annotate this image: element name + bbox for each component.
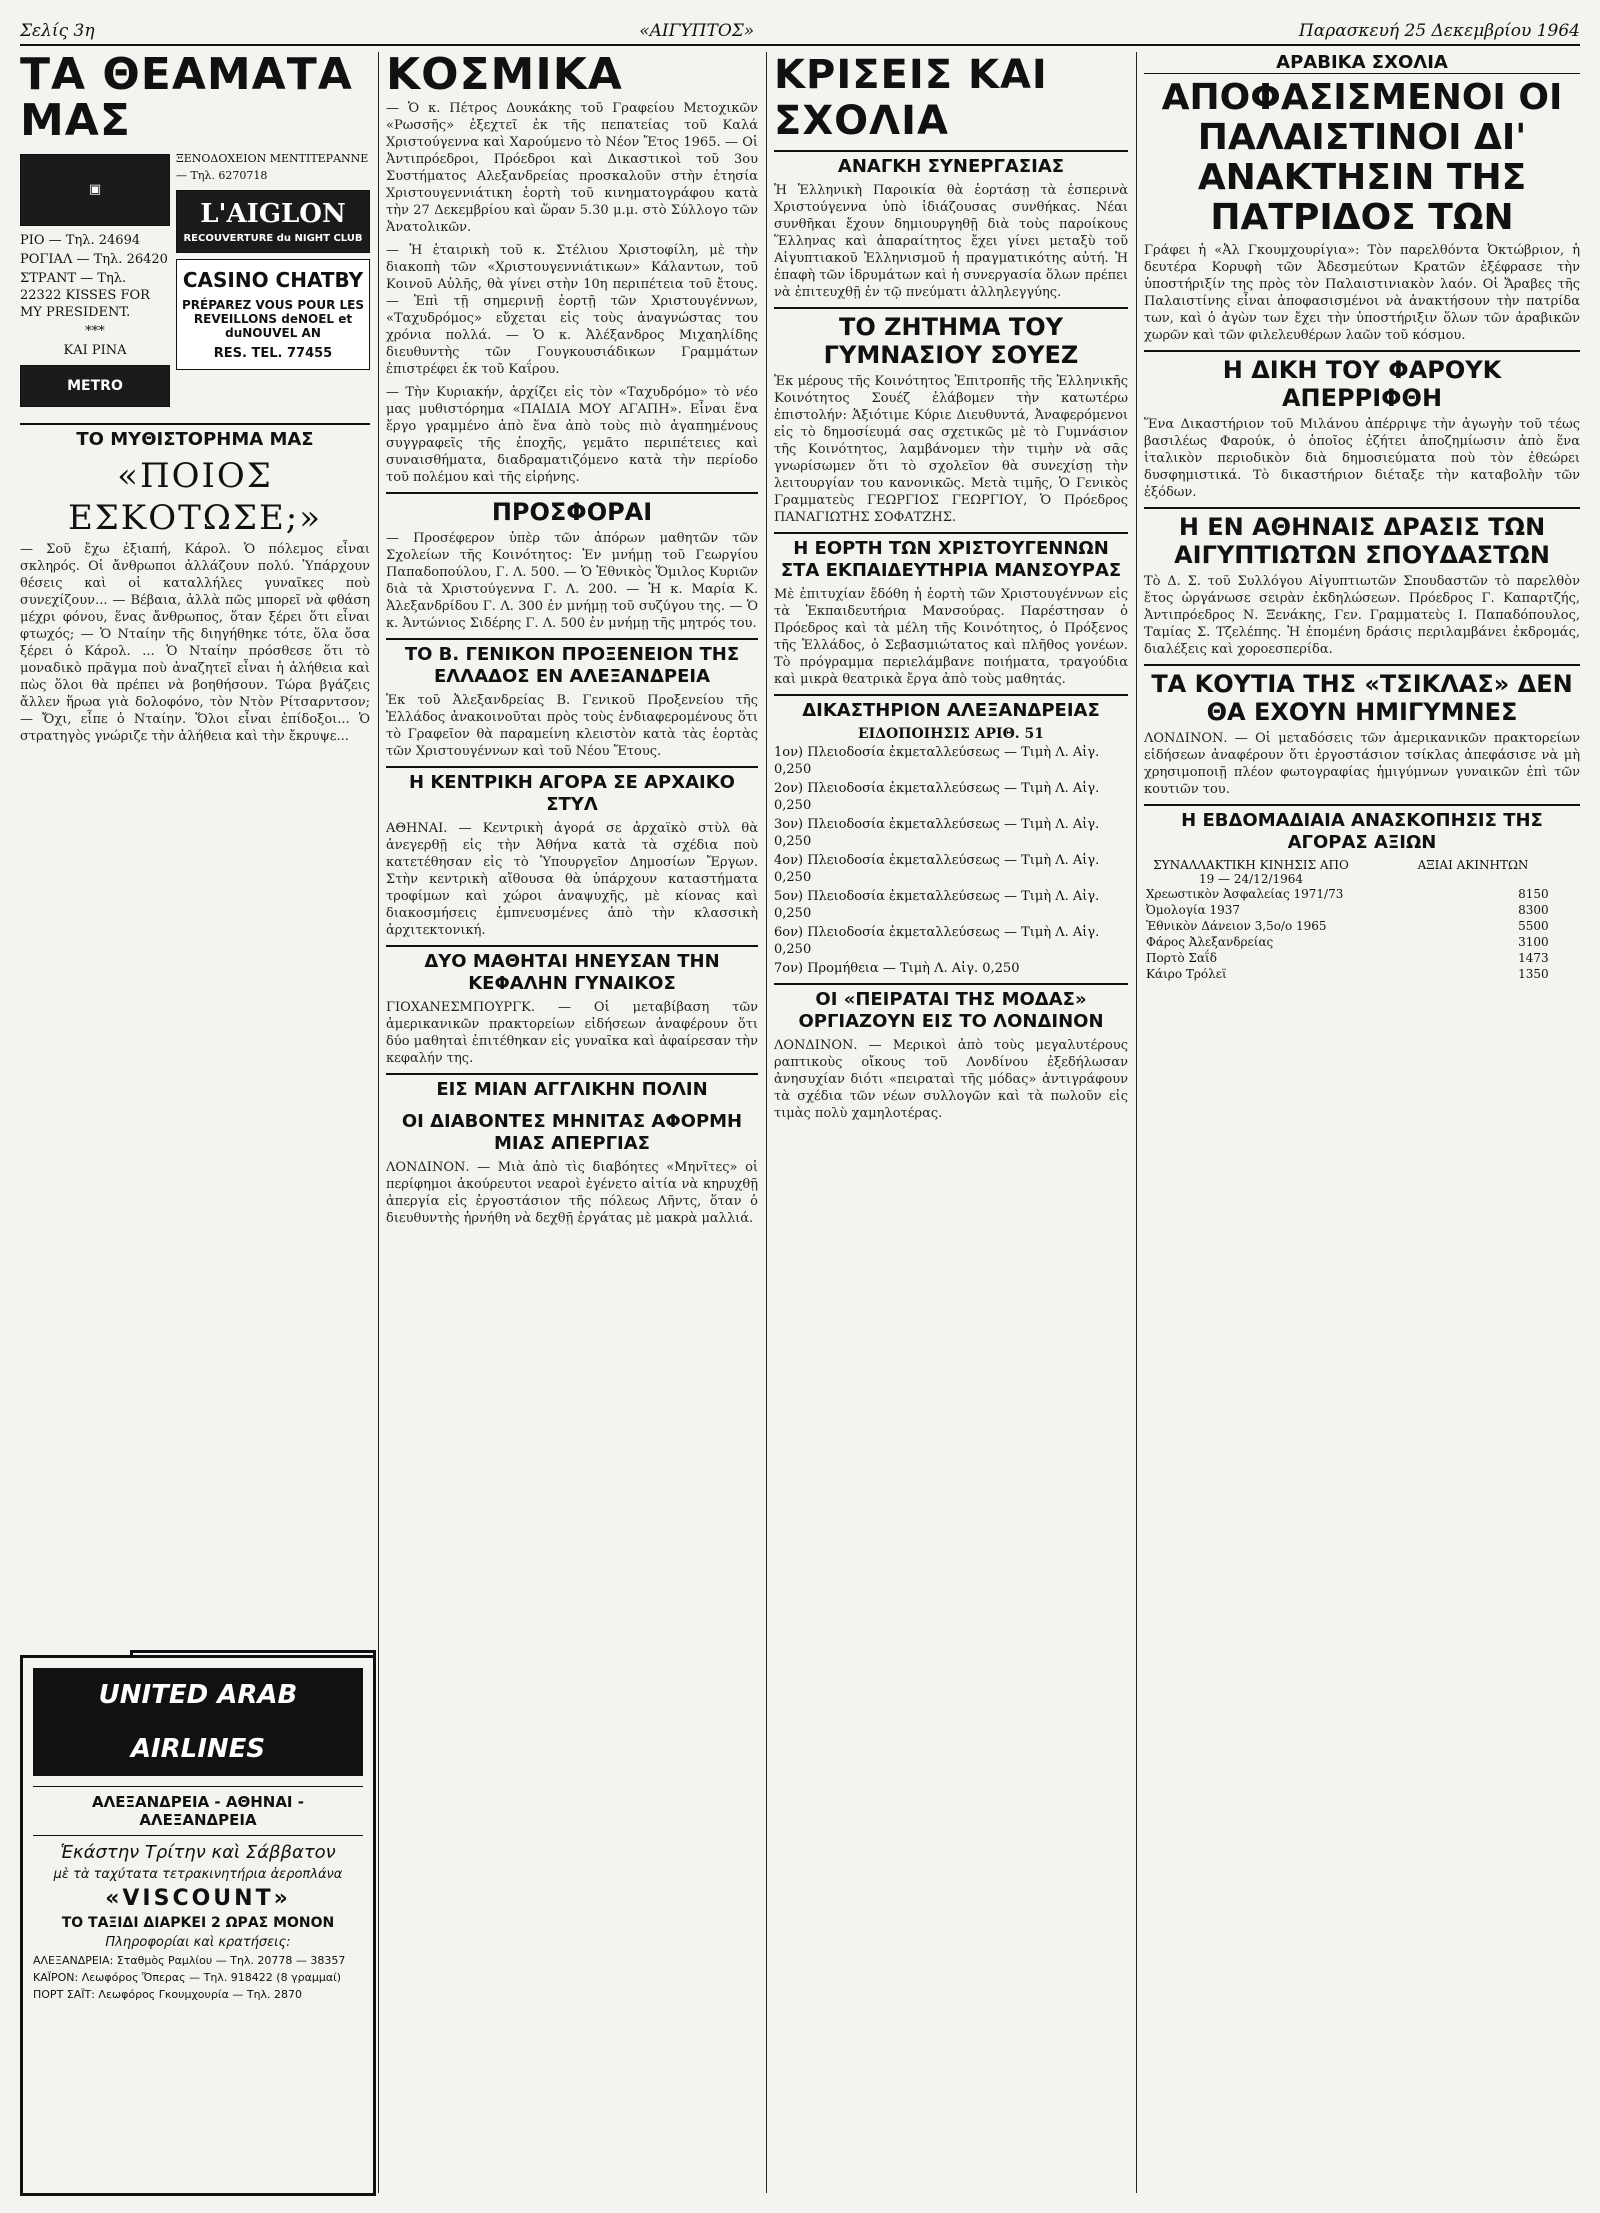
- students-attack-heading: ΔΥΟ ΜΑΘΗΤΑΙ ΗΝΕΥΣΑΝ ΤΗΝ ΚΕΦΑΛΗΝ ΓΥΝΑΙΚΟΣ: [386, 945, 758, 995]
- casino-text: PRÉPAREZ VOUS POUR LES REVEILLONS deNOEL et duNOUVEL AN: [181, 298, 364, 340]
- arab-comments-kicker: ΑΡΑΒΙΚΑ ΣΧΟΛΙΑ: [1144, 52, 1580, 74]
- tsikla-heading: ΤΑ ΚΟΥΤΙΑ ΤΗΣ «ΤΣΙΚΛΑΣ» ΔΕΝ ΘΑ ΕΧΟΥΝ ΗΜΙΓΥΜΝΕΣ: [1144, 664, 1580, 726]
- stock-price: 1350: [1518, 967, 1549, 981]
- table-row: [1144, 950, 1580, 966]
- stock-price: 1473: [1518, 951, 1549, 965]
- column-social: [386, 52, 758, 2193]
- christmas-mansoura-text: Μὲ ἐπιτυχίαν ἔδόθη ἡ ἑορτὴ τῶν Χριστουγέννων εἰς τὰ Ἐκπαιδευτήρια Μανσούρας. Παρέστησαν ὁ Πρόεδρος καὶ τὰ μέλη τῆς Κοινότητος, ὁ Πρόξενος τῆς Ἑλλάδος, ὁ Σεβασμιώτατος καὶ πλῆθος γονέων. Τὸ πρόγραμμα περιελάμβανε ποιήματα, τραγούδια καὶ μικρὰ θεατρικὰ ἔργα ἀπὸ τοὺς μαθητάς.: [774, 587, 1128, 687]
- donations-heading: ΠΡΟΣΦΟΡΑΙ: [386, 492, 758, 526]
- suez-school-heading: ΤΟ ΖΗΤΗΜΑ ΤΟΥ ΓΥΜΝΑΣΙΟΥ ΣΟΥΕΖ: [774, 307, 1128, 369]
- egyptiot-students-text: Τὸ Δ. Σ. τοῦ Συλλόγου Αἰγυπτιωτῶν Σπουδαστῶν τὸ παρελθὸν ἔτος ὠργάνωσε σειρὰν ἐκδηλώσεων. Πρόεδρος Γ. Καπαρτζής, Ἀντιπρόεδρος Ν. Ξενάκης, Γεν. Γραμματεὺς Ι. Παπαδόπουλος, Ταμίας Σ. Τζελέπης. Ἡ ἐπομένη δράσις περιλαμβάνει ἐκδρομάς, διαλέξεις καὶ χοροεσπερίδα.: [1144, 574, 1580, 657]
- united-arab-airlines-ad: [20, 1655, 376, 2196]
- court-item: 3ον) Πλειοδοσία ἐκμεταλλεύσεως — Τιμὴ Λ. Αἰγ. 0,250: [774, 817, 1100, 849]
- donations-text: — Προσέφερον ὑπὲρ τῶν ἀπόρων μαθητῶν τῶν Σχολείων τῆς Κοινότητος: Ἐν μνήμῃ τοῦ Γεωργίου Παπαδοπούλου, Γ. Λ. 500. — Ὁ Ἐθνικὸς Ὅμιλος Κυριῶν διὰ τὰ Χριστούγεννα Γ. Λ. 200. — Ἡ κ. Μαρία Κ. Ἀλεξανδρίδου Γ. Λ. 300 ἐν μνήμῃ τοῦ συζύγου της. — Ὁ κ. Ἀντώνιος Σιδέρης Γ. Λ. 500 ἐν μνήμῃ τῆς μητρός του.: [386, 531, 758, 631]
- court-item: 5ον) Πλειοδοσία ἐκμεταλλεύσεως — Τιμὴ Λ. Αἰγ. 0,250: [774, 889, 1100, 921]
- column-commentary: [774, 52, 1128, 2193]
- table-row: [1144, 902, 1580, 918]
- stock-name: Κάιρο Τρόλεϊ: [1146, 967, 1227, 981]
- court-item: 6ον) Πλειοδοσία ἐκμεταλλεύσεως — Τιμὴ Λ. Αἰγ. 0,250: [774, 925, 1100, 957]
- cinema-listing: ΡΟΓΙΑΛ — Τηλ. 26420: [20, 252, 168, 267]
- stock-name: Ὀμολογία 1937: [1146, 903, 1241, 917]
- consulate-text: Ἐκ τοῦ Ἀλεξανδρείας Β. Γενικοῦ Προξενείου τῆς Ἑλλάδος ἀνακοινοῦται πρὸς τοὺς ἐνδιαφερομένους ὅτι τὸ Γραφεῖον θὰ παραμείνη κλειστὸν κατὰ τὰς ἑορτὰς τῶν Χριστουγέννων καὶ τοῦ Νέου Ἔτους.: [386, 693, 758, 759]
- airline-info-label: Πληροφορίαι καὶ κρατήσεις:: [105, 1935, 291, 1950]
- aiglon-ad: [176, 190, 370, 253]
- palestinians-text: Γράφει ἡ «Ἀλ Γκουμχουρίγια»: Τὸν παρελθόντα Ὀκτώβριον, ἡ δευτέρα Κορυφὴ τῶν Ἀδεσμεύτων Κρατῶν ἐξέφρασε τὴν ὑποστήριξίν της πρὸς τὸν Παλαιστινιακὸν λαόν. Οἱ Ἄραβες τῆς Παλαιστίνης εἶναι ἀποφασισμένοι νὰ ἀνακτήσουν τὴν πατρίδα των, καὶ ὁ ἀγὼν των ἔχει τὴν ὑποστήριξιν ὅλων τῶν ἀραβικῶν χωρῶν καὶ τῶν φιλελευθέρων λαῶν τοῦ κόσμου.: [1144, 243, 1580, 343]
- strike-kicker: ΕΙΣ ΜΙΑΝ ΑΓΓΛΙΚΗΝ ΠΟΛΙΝ: [386, 1073, 758, 1101]
- palestinians-heading: ΑΠΟΦΑΣΙΣΜΕΝΟΙ ΟΙ ΠΑΛΑΙΣΤΙΝΟΙ ΔΙ' ΑΝΑΚΤΗΣΙΝ ΤΗΣ ΠΑΤΡΙΔΟΣ ΤΩΝ: [1161, 77, 1563, 238]
- table-row: [1144, 934, 1580, 950]
- cinema-listing: ΡΙΟ — Τηλ. 24694: [20, 233, 141, 248]
- court-item: 7ον) Προμήθεια — Τιμὴ Λ. Αἰγ. 0,250: [774, 961, 1020, 976]
- market-text: ΑΘΗΝΑΙ. — Κεντρικὴ ἀγορά σε ἀρχαϊκὸ στὺλ θὰ ἀνεγερθῇ εἰς τὴν Ἀθήνα κατὰ τὰ σχέδια ποὺ κατετέθησαν εἰς τὸ Ὑπουργεῖον Δημοσίων Ἔργων. Στὴν κεντρικὴ αἴθουσα θὰ ὑπάρχουν καταστήματα τροφίμων καὶ χώροι ἀναψυχῆς, μὲ κίονας καὶ διακοσμήσεις ἐμπνευσμένες ἀπὸ τὴν κλασσικὴ ἀρχιτεκτονική.: [386, 821, 758, 938]
- section-heading-kosmika: ΚΟΣΜΙΚΑ: [386, 52, 623, 100]
- farouk-heading: Η ΔΙΚΗ ΤΟΥ ΦΑΡΟΥΚ ΑΠΕΡΡΙΦΘΗ: [1144, 350, 1580, 412]
- paper-name: «ΑΙΓΥΠΤΟΣ»: [639, 21, 755, 41]
- stock-name: Χρεωστικὸν Ἀσφαλείας 1971/73: [1146, 887, 1344, 901]
- stock-table: [1144, 886, 1580, 982]
- tsikla-text: ΛΟΝΔΙΝΟΝ. — Οἱ μεταδόσεις τῶν ἀμερικανικῶν πρακτορείων εἰδήσεων ἀναφέρουν ὅτι ἐργοστάσιον τσίκλας ἀπεφάσισε νὰ μὴ χρησιμοποιῇ πλέον φωτογραφίας ἡμιγύμνων γυναικῶν ἐπὶ τῶν κουτιῶν του.: [1144, 731, 1580, 797]
- farouk-text: Ἕνα Δικαστήριον τοῦ Μιλάνου ἀπέρριψε τὴν ἀγωγὴν τοῦ τέως βασιλέως Φαρούκ, ὁ ὁποῖος ἐζήτει ἀποζημίωσιν ἀπὸ ἕνα ἰταλικὸν περιοδικὸν διὰ δημοσιεύματα ποὺ τὸν ἐθεώρει δυσφημιστικά. Τὸ δικαστήριον διέταξε τὴν καταβολὴν τῶν ἐξόδων.: [1144, 417, 1580, 500]
- novel-title: «ΠΟΙΟΣ ΕΣΚΟΤΩΣΕ;»: [67, 456, 323, 538]
- separator-stars: ***: [85, 324, 105, 339]
- column-rule: [766, 52, 767, 2193]
- airline-office: ΠΟΡΤ ΣΑΪΤ: Λεωφόρος Γκουμχουρία — Τηλ. 2870: [33, 1988, 303, 2001]
- stock-right-title: ΑΞΙΑΙ ΑΚΙΝΗΤΩΝ: [1417, 858, 1529, 872]
- market-heading: Η ΚΕΝΤΡΙΚΗ ΑΓΟΡΑ ΣΕ ΑΡΧΑΙΚΟ ΣΤΥΛ: [386, 766, 758, 816]
- aiglon-subtitle: RECOUVERTURE du NIGHT CLUB: [183, 233, 363, 244]
- stock-price: 8150: [1518, 887, 1549, 901]
- column-rule: [378, 52, 379, 2193]
- cooperation-text: Ἡ Ἑλληνικὴ Παροικία θὰ ἑορτάσῃ τὰ ἑσπερινὰ Χριστούγεννα ὑπὸ ἰδιάζουσας συνθήκας. Νέαι συνθῆκαι ἔχουν δημιουργηθῇ διὰ τοὺς παροίκους Ἕλληνας καὶ ἀπαραίτητος ἔχει γίνει μεταξὺ τοῦ Αἰγυπτιακοῦ Ἑλληνισμοῦ ἡ πραγματικότης αὐτή. Ἡ ἐπαφὴ τῶν ἱδρυμάτων καὶ ἡ συνεργασία ὅλων πρέπει νὰ ἐπιτευχθῇ ἐν τῷ πνεύματι ἀλληλεγγύης.: [774, 183, 1128, 300]
- court-item: 2ον) Πλειοδοσία ἐκμεταλλεύσεως — Τιμὴ Λ. Αἰγ. 0,250: [774, 781, 1100, 813]
- table-row: [1144, 886, 1580, 902]
- stock-price: 5500: [1518, 919, 1549, 933]
- social-text: — Ὁ κ. Πέτρος Δουκάκης τοῦ Γραφείου Μετοχικῶν «Ρωσσῆς» ἐξεχτεῖ ἐκ τῆς πεπατείας τοῦ Καλά Χριστούγεννα καὶ Χαρούμενο τὸ Νέον Ἔτος 1965. — Οἱ Ἀντιπρόεδροι, Πρόεδροι καὶ Δικαστικοὶ τοῦ 3ου Συστήματος Αλεξανδρείας προσκαλοῦν στὴν ἐτησία Χριστουγεννιάτικη ἑορτὴ τοῦ κινηματογράφου κατὰ τὴν 27 Δεκεμβρίου καὶ ὥραν 5.30 μ.μ. στὸ Σύλλογο τῶν Ἀνατολικῶν.: [386, 101, 758, 235]
- social-text: — Ἡ ἑταιρικὴ τοῦ κ. Στέλιου Χριστοφίλη, μὲ τὴν διακοπὴ τῶν «Χριστουγεννιάτικων» Κάλαντων, τοῦ Κοινοῦ Αὐλῆς, θὰ γίνει στὴν 10η περιπέτεια τοῦ ἔτους. — Ἐπὶ τῇ σημερινῇ ἑορτῇ τῶν Χριστουγέννων, «Ταχυδρόμος» εὔχεται εἰς τοὺς ἀναγνώστας του χρόνια πολλά. — Ὁ κ. Ἀλέξανδρος Μιχαηλίδης διευθυντὴς τῶν Γουγκουσιάδικων Γραμμάτων ἐπιστρέφει ἐκ τοῦ Καΐρου.: [386, 243, 758, 377]
- airline-office: ΑΛΕΞΑΝΔΡΕΙΑ: Σταθμὸς Ραμλίου — Τηλ. 20778 — 38357: [33, 1954, 346, 1967]
- novel-text: — Σοῦ ἔχω ἐξιαπή, Κάρολ. Ὁ πόλεμος εἶναι σκληρός. Οἱ ἄνθρωποι ἀλλάζουν πολύ. Ὑπάρχουν θέσεις καὶ οἱ καταλλήλες γυναῖκες ποὺ συνεχίζουν... — Βέβαια, ἀλλὰ πῶς μπορεῖ νὰ φθάση μέχρι φόνου, ἕνας ἄνθρωπος, ὅταν ξέρει ὅτι εἶναι φτωχός; — Ὁ Νταίην τῆς διηγήθηκε τότε, ὅλα ὅσα ξέρει ὁ Κάρολ. ... Ὁ Νταίην πρόσθεσε ὅτι τὸ μοναδικὸ πρᾶγμα ποὺ ἀναζητεῖ εἶναι ἡ ἀλήθεια καὶ πὼς ὅλοι θὰ πρέπει νὰ βοηθήσουν. Τώρα βγάζεις ἄλλεν ἥρωα γιὰ δολοφόνο, τὸν Ντὸν Ρίτσαρντσον; — Ὄχι, εἶπε ὁ Νταίην. Ὅλοι εἶναι ἐπίδοξοι... Ὁ στρατηγὸς γνώριζε τὴν ἀλήθεια καὶ τὴν ἔκρυψε...: [20, 542, 370, 744]
- court-subheading: ΕΙΔΟΠΟΙΗΣΙΣ ΑΡΙΘ. 51: [857, 726, 1045, 742]
- casino-ad: [176, 259, 370, 370]
- social-text: — Τὴν Κυριακήν, ἀρχίζει εἰς τὸν «Ταχυδρόμο» τὸ νέο μας μυθιστόρημα «ΠΑΙΔΙΑ ΜΟΥ ΑΓΑΠΗ». Εἶναι ἕνα ἔργο γραμμένο ἀπὸ ἕνα ἀπὸ τοὺς πιὸ ἀγαπημένους συγγραφεῖς τῆς ἐποχῆς, γεμᾶτο περιπέτειες καὶ συναισθήματα, διαδραματιζόμενο κατὰ τὴν περίοδο τοῦ πολέμου καὶ τῆς εἰρήνης.: [386, 385, 758, 485]
- casino-tel: RES. TEL. 77455: [213, 346, 333, 361]
- fashion-heading: ΟΙ «ΠΕΙΡΑΤΑΙ ΤΗΣ ΜΟΔΑΣ» ΟΡΓΙΑΖΟΥΝ ΕΙΣ ΤΟ ΛΟΝΔΙΝΟΝ: [774, 983, 1128, 1033]
- stock-name: Φάρος Ἀλεξανδρείας: [1146, 935, 1274, 949]
- airline-aircraft: «VISCOUNT»: [105, 1886, 291, 1911]
- egyptiot-students-heading: Η ΕΝ ΑΘΗΝΑΙΣ ΔΡΑΣΙΣ ΤΩΝ ΑΙΓΥΠΤΙΩΤΩΝ ΣΠΟΥΔΑΣΤΩΝ: [1144, 507, 1580, 569]
- stock-price: 3100: [1518, 935, 1549, 949]
- casino-title: CASINO CHATBY: [182, 268, 364, 292]
- stock-review-heading: Η ΕΒΔΟΜΑΔΙΑΙΑ ΑΝΑΣΚΟΠΗΣΙΣ ΤΗΣ ΑΓΟΡΑΣ ΑΞΙΩΝ: [1144, 804, 1580, 854]
- airline-route: ΑΛΕΞΑΝΔΡΕΙΑ - ΑΘΗΝΑΙ - ΑΛΕΞΑΝΔΡΕΙΑ: [33, 1786, 363, 1836]
- stock-name: Πορτὸ Σαΐδ: [1146, 951, 1217, 965]
- students-attack-text: ΓΙΟΧΑΝΕΣΜΠΟΥΡΓΚ. — Οἱ μεταβίβαση τῶν ἀμερικανικῶν πρακτορείων εἰδήσεων ἀναφέρουν ὅτι δύο μαθηταὶ ἐπιτέθηκαν εἰς γυναῖκα καὶ ἀφαίρεσαν τὴν κεφαλήν της.: [386, 1000, 758, 1066]
- airline-banner: UNITED ARAB AIRLINES: [33, 1668, 363, 1776]
- christmas-mansoura-heading: Η ΕΟΡΤΗ ΤΩΝ ΧΡΙΣΤΟΥΓΕΝΝΩΝ ΣΤΑ ΕΚΠΑΙΔΕΥΤΗΡΙΑ ΜΑΝΣΟΥΡΑΣ: [774, 532, 1128, 582]
- aiglon-title: L'AIGLON: [200, 199, 346, 229]
- airline-office: ΚΑΪΡΟΝ: Λεωφόρος Ὄπερας — Τηλ. 918422 (8 γραμμαί): [33, 1971, 342, 1984]
- table-row: [1144, 918, 1580, 934]
- court-heading: ΔΙΚΑΣΤΗΡΙΟΝ ΑΛΕΞΑΝΔΡΕΙΑΣ: [774, 694, 1128, 722]
- column-arab-commentary: [1144, 52, 1580, 2193]
- stock-price: 8300: [1518, 903, 1549, 917]
- stock-name: Ἐθνικὸν Δάνειον 3,5ο/ο 1965: [1146, 919, 1327, 933]
- airline-aircraft-intro: μὲ τὰ ταχύτατα τετρακινητήρια ἀεροπλάνα: [53, 1867, 343, 1882]
- fashion-text: ΛΟΝΔΙΝΟΝ. — Μερικοὶ ἀπὸ τοὺς μεγαλυτέρους ραπτικοὺς οἴκους τοῦ Λονδίνου ἐξεδήλωσαν ἀνησυχίαν διότι «πειραταὶ τῆς μόδας» ἀντιγράφουν τὰ σχέδια τῶν νέων συλλογῶν καὶ τὰ πωλοῦν εἰς τιμὰς πολὺ χαμηλοτέρας.: [774, 1038, 1128, 1121]
- cooperation-heading: ΑΝΑΓΚΗ ΣΥΝΕΡΓΑΣΙΑΣ: [774, 150, 1128, 178]
- section-heading-theamata: ΤΑ ΘΕΑΜΑΤΑ ΜΑΣ: [20, 52, 353, 146]
- novel-label: ΤΟ ΜΥΘΙΣΤΟΡΗΜΑ ΜΑΣ: [20, 423, 370, 451]
- cinema-ad-poster: ▣: [20, 154, 170, 226]
- suez-school-text: Ἐκ μέρους τῆς Κοινότητος Ἐπιτροπῆς τῆς Ἑλληνικῆς Κοινότητος Σουέζ ἐλάβομεν τὴν κατωτέρω ἐπιστολήν: Ἀξιότιμε Κύριε Διευθυντά, Ἀναφερόμενοι εἰς τὸ δημοσίευμά σας σχετικῶς μὲ τὸ Γυμνάσιον τῆς Κοινότητος, λαμβάνομεν τὴν τιμὴν νὰ σᾶς γνωρίσωμεν ὅτι τὸ σχολεῖον θὰ συνεχίσῃ τὴν λειτουργίαν του κανονικῶς. Μετὰ τιμῆς, Ὁ Γενικὸς Γραμματεὺς ΓΕΩΡΓΙΟΣ ΓΕΩΡΓΙΟΥ, Ὁ Πρόεδρος ΠΑΝΑΓΙΩΤΗΣ ΣΟΦΑΤΖΗΣ.: [774, 374, 1128, 525]
- cinema-listing: ΚΑΙ ΡΙΝΑ: [63, 343, 127, 358]
- court-item: 1ον) Πλειοδοσία ἐκμεταλλεύσεως — Τιμὴ Λ. Αἰγ. 0,250: [774, 745, 1100, 777]
- masthead: [20, 18, 1580, 46]
- strike-text: ΛΟΝΔΙΝΟΝ. — Μιὰ ἀπὸ τὶς διαβόητες «Μηνῖτες» οἱ περίφημοι ἀκούρευτοι νεαροὶ ἐγένετο αἰτία νὰ κηρυχθῇ ἀπεργία εἰς ἐργοστάσιον τῆς πόλεως Λῆντς, ὅταν ὁ διευθυντὴς ἠρνήθη νὰ δεχθῇ ἐργάτας μὲ μακρὰ μαλλιά.: [386, 1160, 758, 1226]
- strike-heading: ΟΙ ΔΙΑΒΟΝΤΕΣ ΜΗΝΙΤΑΣ ΑΦΟΡΜΗ ΜΙΑΣ ΑΠΕΡΓΙΑΣ: [401, 1111, 743, 1154]
- section-heading-kriseis: ΚΡΙΣΕΙΣ ΚΑΙ ΣΧΟΛΙΑ: [774, 52, 1048, 144]
- airline-duration: ΤΟ ΤΑΞΙΔΙ ΔΙΑΡΚΕΙ 2 ΩΡΑΣ ΜΟΝΟΝ: [61, 1915, 335, 1931]
- airline-days: Ἑκάστην Τρίτην καὶ Σάββατον: [60, 1842, 336, 1863]
- column-rule: [1136, 52, 1137, 2193]
- court-list: [774, 744, 1128, 977]
- cinema-listing: ΣΤΡΑΝΤ — Τηλ. 22322 KISSES FOR MY PRESIDENT.: [20, 271, 150, 320]
- consulate-heading: ΤΟ Β. ΓΕΝΙΚΟΝ ΠΡΟΞΕΝΕΙΟΝ ΤΗΣ ΕΛΛΑΔΟΣ ΕΝ ΑΛΕΞΑΝΔΡΕΙΑ: [386, 638, 758, 688]
- page-number: Σελίς 3η: [20, 21, 95, 41]
- issue-date: Παρασκευή 25 Δεκεμβρίου 1964: [1298, 21, 1580, 41]
- table-row: [1144, 966, 1580, 982]
- metro-ad: METRO: [20, 365, 170, 407]
- hotel-ad: ΞΕΝΟΔΟΧΕΙΟΝ ΜΕΝΤΙΤΕΡΑΝΝΕ — Τηλ. 6270718: [176, 152, 369, 182]
- court-item: 4ον) Πλειοδοσία ἐκμεταλλεύσεως — Τιμὴ Λ. Αἰγ. 0,250: [774, 853, 1100, 885]
- stock-left-title: ΣΥΝΑΛΛΑΚΤΙΚΗ ΚΙΝΗΣΙΣ ΑΠΟ 19 — 24/12/1964: [1153, 858, 1349, 886]
